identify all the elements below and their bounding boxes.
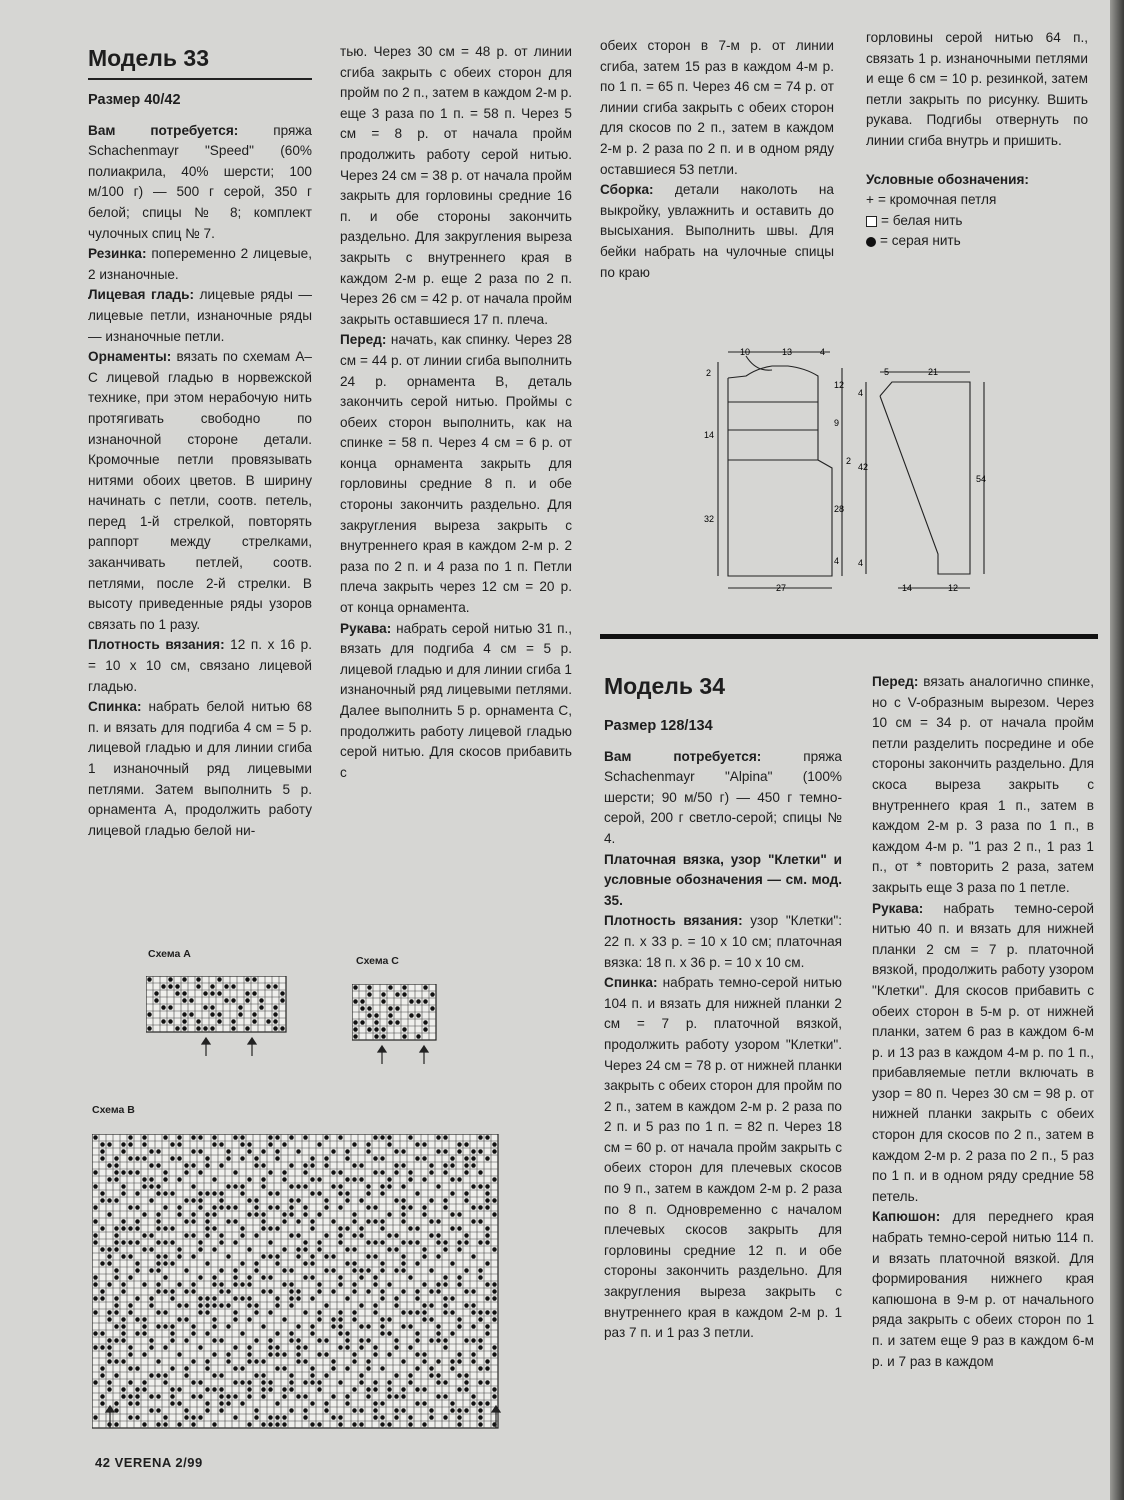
paragraph-body: тью. Через 30 см = 48 р. от линии сгиба закрыть с обеих сторон для пройм по 2 п., затем в каждом 2-м р. еще 3 раза по 1 п. = 58 п. Через 5 см = 8 р. от начала пройм продолжить работу серой нитью. Через 24 см = 38 р. от начала пройм закрыть для горловины средние 16 п. и обе стороны закончить раздельно. Для закругления выреза закрыть с внутреннего края в каждом 2-м р. еще 2 раза по 2 п. Через 26 см = 42 р. от начала пройм закрыть оставшиеся 17 п. плеча. <box>340 44 572 327</box>
model33-col2-text <box>340 42 572 783</box>
body-dim-left-1: 2 <box>706 368 712 378</box>
paragraph <box>604 973 842 1344</box>
paragraph-heading: Рукава: <box>340 620 392 636</box>
paragraph <box>88 244 312 285</box>
model33-column-3 <box>600 36 834 316</box>
paragraph-heading: Вам потребуется: <box>604 748 762 764</box>
model34-column-1 <box>604 672 842 1462</box>
paragraph-heading: Сборка: <box>600 182 654 198</box>
paragraph <box>88 697 312 841</box>
paragraph-heading: Перед: <box>340 332 387 348</box>
paragraph-body: обеих сторон в 7-м р. от линии сгиба, затем 15 раз в каждом 4-м р. по 1 п. = 65 п. Через 46 см = 74 р. от линии сгиба закрыть с обеих сторон для скосов по 2 п., затем в каждом 2-м р. 2 раза по 2 п. и в одном ряду оставшиеся 53 петли. <box>600 38 834 177</box>
paragraph <box>872 672 1094 899</box>
body-dim-top-1: 10 <box>740 347 751 357</box>
model33-column-1 <box>88 44 312 906</box>
paragraph-body: набрать темно-серой нитью 40 п. и вязать для нижней планки 2 см = 7 р. платочной вязкой, продолжить работу узором "Клетки". Для скосов прибавить с обеих сторон в 5-м р. от нижней планки, затем 6 раз в каждом 6-м р. и 13 раз в каждом 4-м р. по 1 п., прибавляемые петли включать в узор = 80 п. Через 30 см = 98 р. от нижней планки закрыть с обеих сторон для скосов по 2 п., затем в каждом 2-м р. 2 раза по 2 п., 5 раз по 1 п. и в одном ряду средние 58 петель. <box>872 900 1094 1204</box>
paragraph <box>88 121 312 245</box>
paragraph <box>88 347 312 635</box>
paragraph-heading: Спинка: <box>88 699 142 715</box>
sleeve-dim-top-2: 21 <box>928 367 939 377</box>
paragraph <box>88 285 312 347</box>
black-dot-icon <box>866 237 876 247</box>
model34-col4-text <box>872 672 1094 1372</box>
scheme-a-label: Схема А <box>148 948 191 960</box>
paragraph-body: 12 п. х 16 р. = 10 х 10 см, связано лицевой гладью. <box>88 637 312 694</box>
paragraph-heading: Лицевая гладь: <box>88 287 195 303</box>
model33-col3-text <box>600 36 834 283</box>
paragraph-body: попеременно 2 лицевые, 2 изнаночные. <box>88 246 312 282</box>
paragraph-body: вязать аналогично спинке, но с V-образным вырезом. Через 10 см = 34 р. от начала пройм петли разделить посредине и обе стороны закончить раздельно. Для скоса выреза закрыть с внутреннего края 1 п., затем в каждом 2-м р. 3 раза по 1 п., в каждом 4-м р. "1 раз 2 п., 1 раз 1 п., от * повторить 2 раза, затем закрыть еще 3 раза по 1 петле. <box>872 674 1094 895</box>
legend-item <box>866 190 1088 211</box>
body-dim-right-3: 2 <box>846 456 852 466</box>
sleeve-dim-left-2: 42 <box>858 462 869 472</box>
paragraph-body: вязать по схемам А–С лицевой гладью в норвежской технике, при этом нерабочую нить протягивать свободно по изнаночной стороне детали. Кромочные петли провязывать нитями обоих цветов. В ширину начинать с петли, соотв. петель, перед 1-й стрелкой, повторять раппорт между стрелками, заканчивать петлей, соотв. петлями, после 2-й стрелки. В высоту приведенные ряды узоров связать по 1 разу. <box>88 349 312 632</box>
paragraph-heading: Рукава: <box>872 900 924 916</box>
sleeve-dim-left-1: 4 <box>858 388 864 398</box>
scheme-c-label: Схема С <box>356 955 399 967</box>
sleeve-dim-right: 54 <box>976 474 987 484</box>
body-dim-right-5: 4 <box>834 556 840 566</box>
paragraph <box>866 28 1088 152</box>
paragraph-body: детали наколоть на выкройку, увлажнить и оставить до высыхания. Выполнить швы. Для бейки набрать на чулочные спицы по краю <box>600 182 834 280</box>
paragraph-body: пряжа Schachenmayr "Alpina" (100% шерсти; 90 м/50 г) — 450 г темно-серой, 200 г светло-серой; спицы № 4. <box>604 748 842 846</box>
paragraph <box>604 850 842 912</box>
sleeve-dim-bottom-1: 14 <box>902 583 913 593</box>
paragraph-body: лицевые ряды — лицевые петли, изнаночные ряды — изнаночные петли. <box>88 287 312 344</box>
paragraph <box>600 36 834 180</box>
paragraph-heading: Плотность вязания: <box>604 913 743 929</box>
legend-item <box>866 211 1088 232</box>
page-footer: 42 VERENA 2/99 <box>95 1455 203 1470</box>
body-pattern-diagram <box>700 342 860 598</box>
body-dim-top-2: 13 <box>782 347 793 357</box>
legend-item <box>866 231 1088 252</box>
scheme-arrows <box>90 1036 510 1436</box>
model33-column-4 <box>866 28 1088 318</box>
paragraph-heading: Плотность вязания: <box>88 637 225 653</box>
model33-title: Модель 33 <box>88 44 312 80</box>
paragraph <box>88 635 312 697</box>
plus-icon: + <box>866 192 874 208</box>
model33-col4-text <box>866 28 1088 152</box>
paragraph-body: набрать серой нитью 31 п., вязать для подгиба 4 см = 5 р. лицевой гладью и для линии сгиба 1 изнаночный ряд лицевыми петлями. Далее выполнить 5 р. орнамента С, продолжить работу лицевой гладью серой нитью. Для скосов прибавить с <box>340 620 572 780</box>
legend-text: = белая нить <box>881 212 963 228</box>
paragraph-body: набрать темно-серой нитью 104 п. и вязать для нижней планки 2 см = 7 р. платочной вязкой, продолжить работу узором "Клетки". Через 24 см = 78 р. от нижней планки закрыть с обеих сторон для пройм по 2 п., затем в каждом 2-м р. 2 раза по 2 п. и 5 раз по 1 п. = 82 п. Через 18 см = 60 р. от начала пройм закрыть с обеих сторон для плечевых скосов по 9 п., затем в каждом 2-м р. 2 раза по 8 п. Одновременно с началом плечевых скосов закрыть для горловины средние 12 п. и обе стороны закончить раздельно. Для закругления выреза закрыть с внутреннего края в каждом 2-м р. 1 раз 7 п. и 1 раз 3 петли. <box>604 975 842 1341</box>
legend-list <box>866 190 1088 252</box>
paragraph <box>604 911 842 973</box>
sleeve-dim-top-1: 5 <box>884 367 890 377</box>
legend-text: = кромочная петля <box>877 192 997 208</box>
page-binding-shadow <box>1110 0 1124 1500</box>
paragraph-body: для переднего края набрать темно-серой нитью 114 п. и вязать платочной вязкой. Для формирования нижнего края капюшона в 9-м р. от начального ряда закрыть с обеих сторон по 1 п. и затем еще 9 раз в каждом 6-м р. и 7 раз в каждом <box>872 1209 1094 1369</box>
body-dim-right-4: 28 <box>834 504 845 514</box>
model34-col3-text <box>604 747 842 1344</box>
body-dim-right-2: 9 <box>834 418 840 428</box>
paragraph-heading: Вам потребуется: <box>88 122 239 138</box>
section-divider <box>600 634 1098 639</box>
paragraph-body: набрать белой нитью 68 п. и вязать для подгиба 4 см = 5 р. лицевой гладью и для линии сгиба 1 изнаночный ряд лицевыми петлями. Затем выполнить 5 р. орнамента А, продолжить работу лицевой гладью белой ни- <box>88 699 312 838</box>
model34-column-2 <box>872 672 1094 1472</box>
scheme-a-grid <box>146 976 288 1038</box>
sleeve-pattern-diagram <box>858 360 998 600</box>
body-dim-top-3: 4 <box>820 347 826 357</box>
paragraph <box>604 747 842 850</box>
model33-col1-text <box>88 121 312 842</box>
body-dim-left-3: 32 <box>704 514 715 524</box>
paragraph-heading: Платочная вязка, узор "Клетки" и условные обозначения — см. мод. 35. <box>604 851 842 908</box>
white-square-icon <box>866 216 877 227</box>
paragraph <box>340 619 572 784</box>
paragraph-heading: Спинка: <box>604 975 658 991</box>
paragraph-heading: Орнаменты: <box>88 349 172 365</box>
model34-size: Размер 128/134 <box>604 718 713 734</box>
paragraph <box>872 1207 1094 1372</box>
paragraph-heading: Перед: <box>872 674 919 689</box>
model33-size: Размер 40/42 <box>88 92 181 108</box>
sleeve-dim-bottom-2: 12 <box>948 583 959 593</box>
model34-title: Модель 34 <box>604 673 726 699</box>
sleeve-dim-left-3: 4 <box>858 558 864 568</box>
paragraph-body: пряжа Schachenmayr "Speed" (60% полиакрила, 40% шерсти; 100 м/100 г) — 500 г серой, 350 г белой; спицы № 8; комплект чулочных спиц № 7. <box>88 122 312 241</box>
legend-text: = серая нить <box>880 233 961 249</box>
paragraph-body: начать, как спинку. Через 28 см = 44 р. от линии сгиба выполнить 24 р. орнамента В, деталь закончить серой нитью. Проймы с обеих сторон выполнить, как на спинке = 58 п. Через 4 см = 6 р. от конца орнамента закрыть для горловины средние 8 п. и обе стороны закончить раздельно. Для закругления выреза закрыть с внутреннего края в каждом 2-м р. 2 раза по 2 п. и 4 раза по 1 п. Петли плеча закрыть через 12 см = 20 р. от конца орнамента. <box>340 332 572 616</box>
paragraph <box>340 42 572 330</box>
body-dim-bottom: 27 <box>776 583 787 593</box>
legend-title: Условные обозначения: <box>866 171 1029 187</box>
paragraph <box>600 180 834 283</box>
paragraph-heading: Капюшон: <box>872 1209 941 1225</box>
paragraph <box>340 330 572 618</box>
model33-column-2 <box>340 42 572 908</box>
body-dim-left-2: 14 <box>704 430 715 440</box>
paragraph-body: узор "Клетки": 22 п. х 33 р. = 10 х 10 см; платочная вязка: 18 п. х 36 р. = 10 х 10 см. <box>604 913 842 970</box>
body-dim-right-1: 12 <box>834 380 845 390</box>
paragraph <box>872 899 1094 1208</box>
paragraph-body: горловины серой нитью 64 п., связать 1 р. изнаночными петлями и еще 6 см = 10 р. резинкой, затем петли закрыть по рисунку. Вшить рукава. Подгибы отвернуть по линии сгиба внутрь и пришить. <box>866 30 1088 148</box>
paragraph-heading: Резинка: <box>88 246 147 262</box>
scheme-b-label: Схема В <box>92 1104 135 1116</box>
